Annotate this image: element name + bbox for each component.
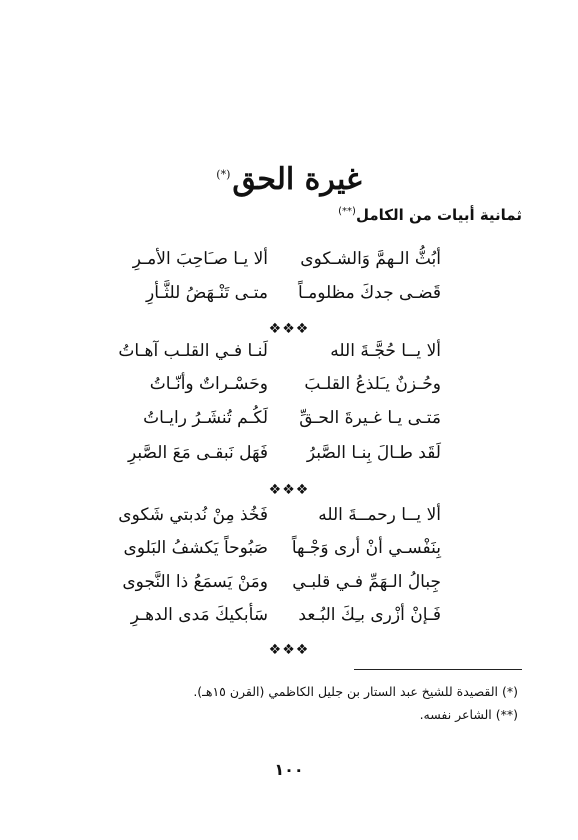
- verse-line: [0, 605, 578, 635]
- stanza-separator: ❖❖❖: [268, 482, 310, 498]
- verse-line: [0, 505, 578, 535]
- verse-second-hemistich: ألا يـا صـَاحِبَ الأمـرِ: [132, 249, 268, 269]
- page-number: ١٠٠: [274, 760, 304, 779]
- poem-subtitle-text: ثمانية أبيات من الكامل: [355, 206, 522, 224]
- verse-second-hemistich: سَأبكيكَ مَدى الدهـرِ: [130, 605, 268, 625]
- verse-line: [0, 283, 578, 313]
- verse-line: [0, 249, 578, 279]
- verse-line: [0, 408, 578, 438]
- verse-line: [0, 538, 578, 568]
- verse-line: [0, 443, 578, 473]
- verse-second-hemistich: متـى تَنْـهَضُ للثَّـأرِ: [145, 283, 268, 303]
- poem-title-text: غيرة الحق: [232, 162, 362, 197]
- verse-first-hemistich: وحُـزنٌ يـَلذعُ القلـبَ: [304, 374, 441, 394]
- footnote: (**) الشاعر نفسه.: [419, 707, 518, 722]
- verse-first-hemistich: فَـإنْ أزْرى بـِكَ البُـعد: [298, 605, 441, 625]
- verse-first-hemistich: ألا يــا رحمــةَ الله: [318, 505, 441, 525]
- verse-second-hemistich: ومَنْ يَسمَعُ ذا النَّجوى: [122, 572, 268, 592]
- verse-second-hemistich: لَنـا فـي القلـب آهـاتُ: [118, 341, 268, 361]
- verse-line: [0, 572, 578, 602]
- verse-first-hemistich: جِبالُ الـهَمِّ فـي قلبـي: [292, 572, 441, 592]
- verse-second-hemistich: لَكُـم تُنشَـرُ رايـاتُ: [143, 408, 268, 428]
- verse-second-hemistich: فَهَل نَبقـى مَعَ الصَّبرِ: [128, 443, 268, 463]
- footnote: (*) القصيدة للشيخ عبد الستار بن جليل الكاظمي (القرن ١٥هـ).: [193, 684, 518, 699]
- verse-line: [0, 341, 578, 371]
- verse-first-hemistich: مَتـى يـا غـيرةَ الحـقِّ: [299, 408, 441, 428]
- stanza-separator: ❖❖❖: [268, 321, 310, 337]
- verse-first-hemistich: أبُثُّ الـهمَّ وَالشـكوى: [300, 249, 441, 269]
- verse-first-hemistich: بِنَفْسـي أنْ أرى وَجْـهاً: [291, 538, 441, 558]
- verse-first-hemistich: لَقَد طـالَ بِنـا الصَّبرُ: [306, 443, 441, 463]
- verse-second-hemistich: فَخُذ مِنْ نُدبتي شَكوى: [118, 505, 268, 525]
- stanza-separator: ❖❖❖: [268, 642, 310, 658]
- verse-first-hemistich: ألا يــا حُجَّـةَ الله: [330, 341, 441, 361]
- footnote-divider: [354, 669, 522, 670]
- subtitle-footnote-marker: (**): [338, 206, 356, 217]
- poem-title: [0, 162, 578, 197]
- verse-line: [0, 374, 578, 404]
- poem-subtitle: [338, 206, 522, 224]
- verse-second-hemistich: وحَسْـراتٌ وأنّـاتُ: [149, 374, 268, 394]
- verse-first-hemistich: قَضـى جدكَ مظلومـاً: [298, 283, 441, 303]
- verse-second-hemistich: صَبُوحاً يَكشفُ البَلوى: [123, 538, 268, 558]
- title-footnote-marker: (*): [216, 168, 231, 181]
